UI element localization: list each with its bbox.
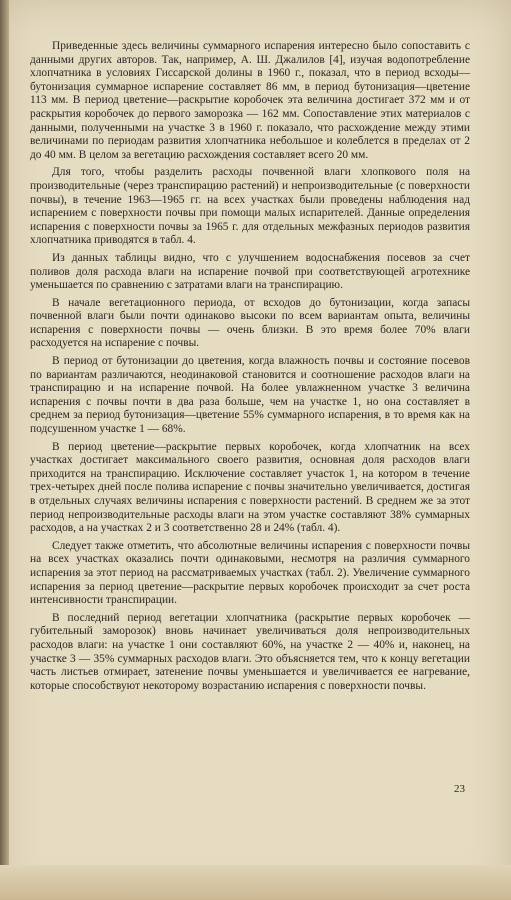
page-binding-edge: [0, 0, 9, 900]
page-bottom-edge: [0, 865, 511, 900]
paragraph: В последний период вегетации хлопчатника (раскрытие первых коробочек — губительный заморозок) вновь начинает увеличиваться доля непроизводительных расходов влаги: на участке 1 они составляют 60%, на участке 2 — 40% и, наконец, на участке 3 — 35% суммарных расходов влаги. Это объясняется тем, что к концу вегетации часть листьев отмирает, затенение почвы уменьшается и увеличивается ее нагревание, которые способствуют некоторому возрастанию испарения с поверхности почвы.: [30, 611, 470, 692]
body-text: [30, 40, 470, 697]
paragraph: В период от бутонизации до цветения, когда влажность почвы и состояние посевов по вариантам различаются, неодинаковой становится и соотношение расходов влаги на транспирацию и на испарение почвой. На более увлажненном участке 3 величина испарения с почвы почти в два раза больше, чем на участке 1, но она составляет в среднем за период бутонизация—цветение 55% суммарного испарения, в то время как на подсушенном участке 1 — 68%.: [30, 355, 470, 436]
paragraph: В начале вегетационного периода, от всходов до бутонизации, когда запасы почвенной влаги были почти одинаково высоки по всем вариантам опыта, величины испарения с поверхности почвы — очень близки. В это время более 70% влаги расходуется на испарение с почвы.: [30, 296, 470, 350]
paragraph: Следует также отметить, что абсолютные величины испарения с поверхности почвы на всех участках оказались почти одинаковыми, несмотря на различия суммарного испарения за этот период на рассматриваемых участках (табл. 2). Увеличение суммарного испарения за период цветение—раскрытие первых коробочек происходит за счет роста интенсивности транспирации.: [30, 539, 470, 607]
paragraph: Для того, чтобы разделить расходы почвенной влаги хлопкового поля на производительные (через транспирацию растений) и непроизводительные (с поверхности почвы), в течение 1963—1965 гг. на всех участках были проведены наблюдения над испарением с поверхности почвы при помощи малых испарителей. Данные определения испарения с поверхности почвы за 1965 г. для отдельных межфазных периодов развития хлопчатника приводятся в табл. 4.: [30, 166, 470, 247]
paragraph: В период цветение—раскрытие первых коробочек, когда хлопчатник на всех участках достигает максимального своего развития, основная доля расходов влаги приходится на транспирацию. Исключение составляет участок 1, на котором в течение трех-четырех дней после полива испарение с почвы значительно увеличивается, достигая в отдельных случаях величины испарения с поверхности растений. В среднем же за этот период непроизводительные расходы влаги на этом участке составляют 38% суммарных расходов, а на участках 2 и 3 соответственно 28 и 24% (табл. 4).: [30, 440, 470, 535]
paragraph: Из данных таблицы видно, что с улучшением водоснабжения посевов за счет поливов доля расхода влаги на испарение почвой при соответствующей агротехнике уменьшается по сравнению с затратами влаги на транспирацию.: [30, 251, 470, 292]
paragraph: Приведенные здесь величины суммарного испарения интересно было сопоставить с данными других авторов. Так, например, А. Ш. Джалилов [4], изучая водопотребление хлопчатника в условиях Гиссарской долины в 1960 г., показал, что в период всходы—бутонизация суммарное испарение составляет 86 мм, в период бутонизация—цветение 113 мм. В период цветение—раскрытие коробочек эта величина достигает 372 мм и от раскрытия коробочек до первого заморозка — 162 мм. Сопоставление этих материалов с данными, полученными на участке 3 в 1960 г. показало, что расхождение между этими величинами по периодам развития хлопчатника небольшое и колеблется в пределах от 2 до 40 мм. В целом за вегетацию расхождения составляет всего 20 мм.: [30, 40, 470, 161]
page-number: 23: [454, 783, 465, 795]
